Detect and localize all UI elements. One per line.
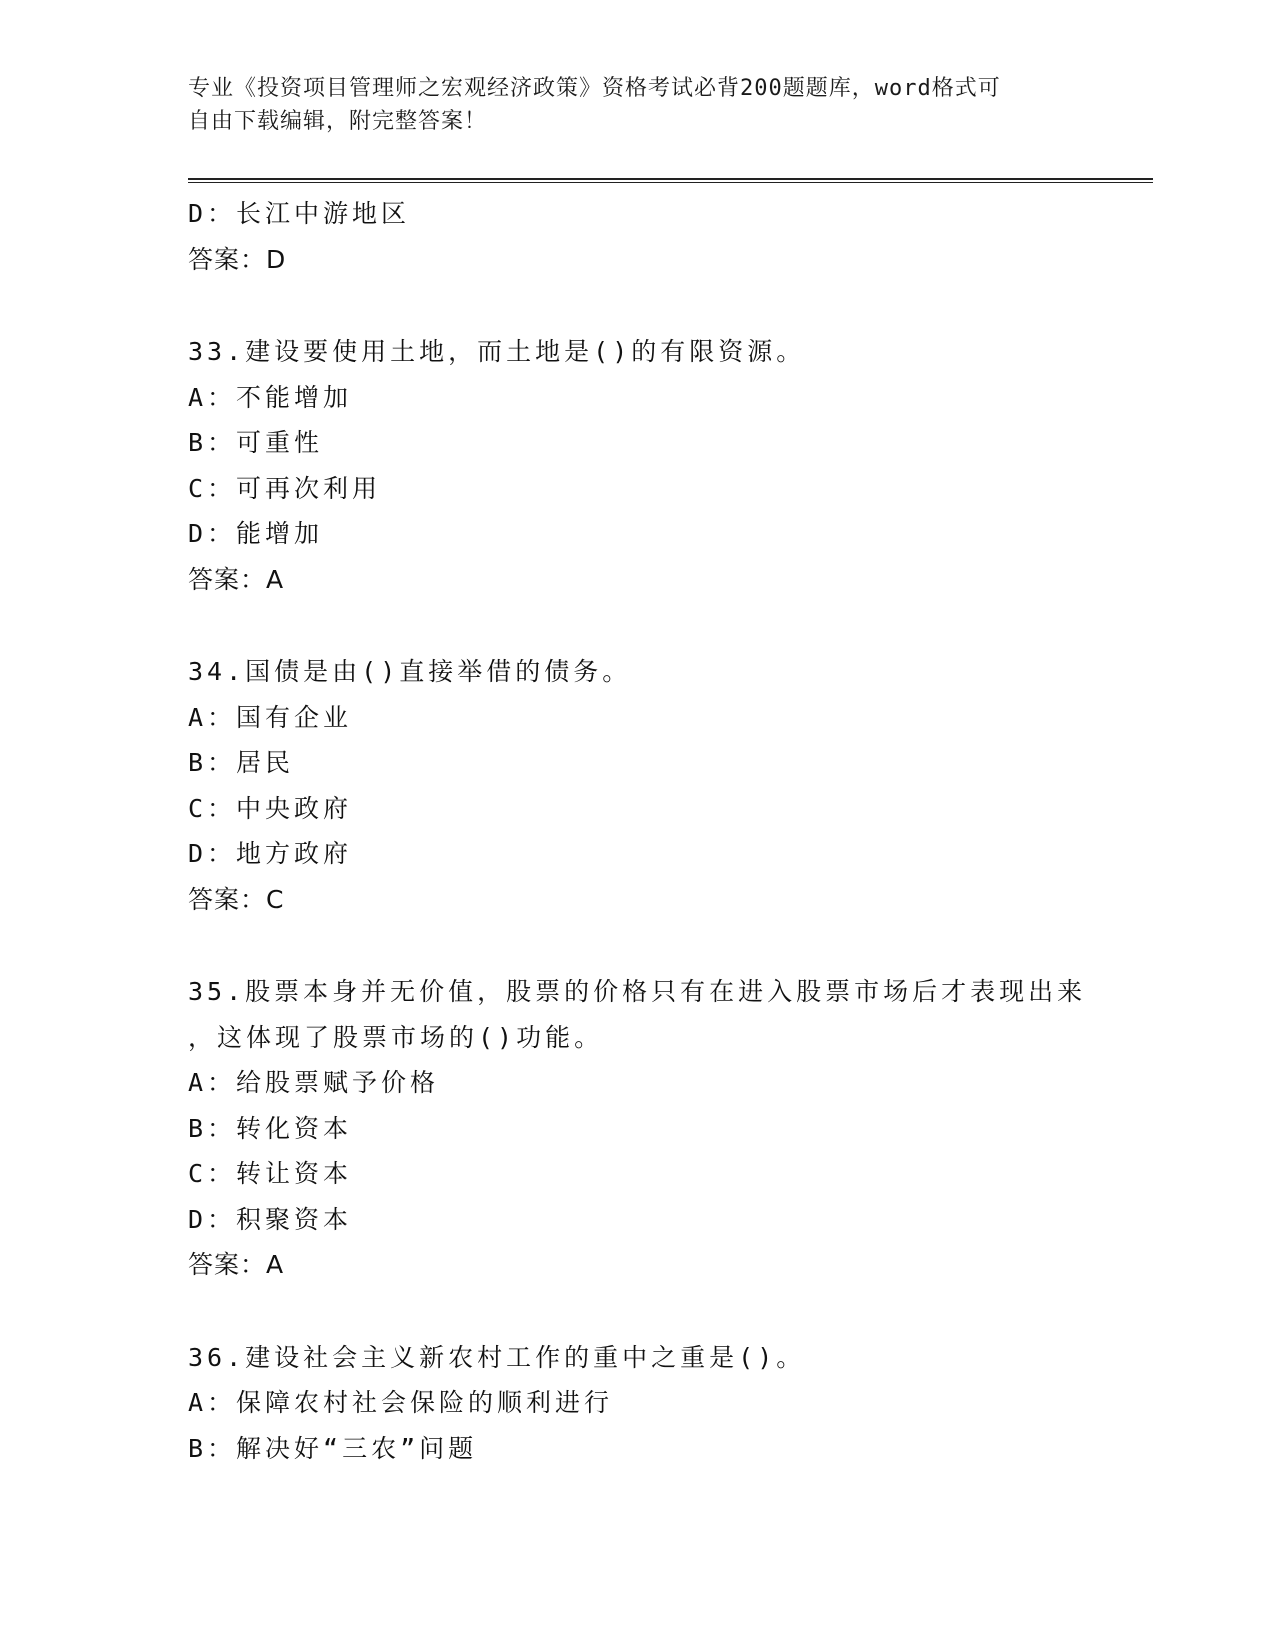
- answer-line: 答案：D: [188, 244, 287, 274]
- answer-line: 答案：A: [188, 1250, 285, 1279]
- header-line-2: 自由下载编辑，附完整答案！: [188, 109, 488, 134]
- question-stem: 33.建设要使用土地，而土地是()的有限资源。: [188, 337, 806, 366]
- option-a: A：不能增加: [188, 382, 353, 412]
- question-stem: 34.国债是由()直接举借的债务。: [188, 657, 632, 686]
- document-header: [188, 72, 1068, 138]
- question-stem-line-1: 35.股票本身并无价值，股票的价格只有在进入股票市场后才表现出来: [188, 977, 1087, 1006]
- question-stem-line-2: ，这体现了股票市场的()功能。: [188, 1022, 604, 1052]
- option-d: D：积聚资本: [188, 1204, 353, 1234]
- previous-question-tail: [188, 191, 1088, 282]
- option-d: D：长江中游地区: [188, 199, 411, 228]
- option-a: A：国有企业: [188, 702, 353, 732]
- option-b: B：可重性: [188, 428, 324, 457]
- question-stem: 36.建设社会主义新农村工作的重中之重是()。: [188, 1342, 806, 1372]
- question-33: [188, 329, 1088, 602]
- answer-line: 答案：C: [188, 884, 285, 914]
- answer-line: 答案：A: [188, 564, 285, 594]
- option-c: C：可再次利用: [188, 473, 382, 503]
- question-35: [188, 969, 1088, 1288]
- option-d: D：地方政府: [188, 839, 353, 868]
- option-b: B：居民: [188, 748, 295, 777]
- header-divider: [188, 178, 1153, 183]
- option-a: A：保障农村社会保险的顺利进行: [188, 1388, 614, 1417]
- option-c: C：转让资本: [188, 1159, 353, 1188]
- question-content: [188, 191, 1088, 1471]
- question-36: [188, 1335, 1088, 1472]
- header-line-1: 专业《投资项目管理师之宏观经济政策》资格考试必背200题题库，word格式可: [188, 76, 1001, 101]
- question-34: [188, 649, 1088, 922]
- option-b: B：解决好“三农”问题: [188, 1433, 478, 1463]
- option-c: C：中央政府: [188, 793, 353, 823]
- option-d: D：能增加: [188, 519, 324, 548]
- option-b: B：转化资本: [188, 1113, 353, 1143]
- option-a: A：给股票赋予价格: [188, 1068, 440, 1097]
